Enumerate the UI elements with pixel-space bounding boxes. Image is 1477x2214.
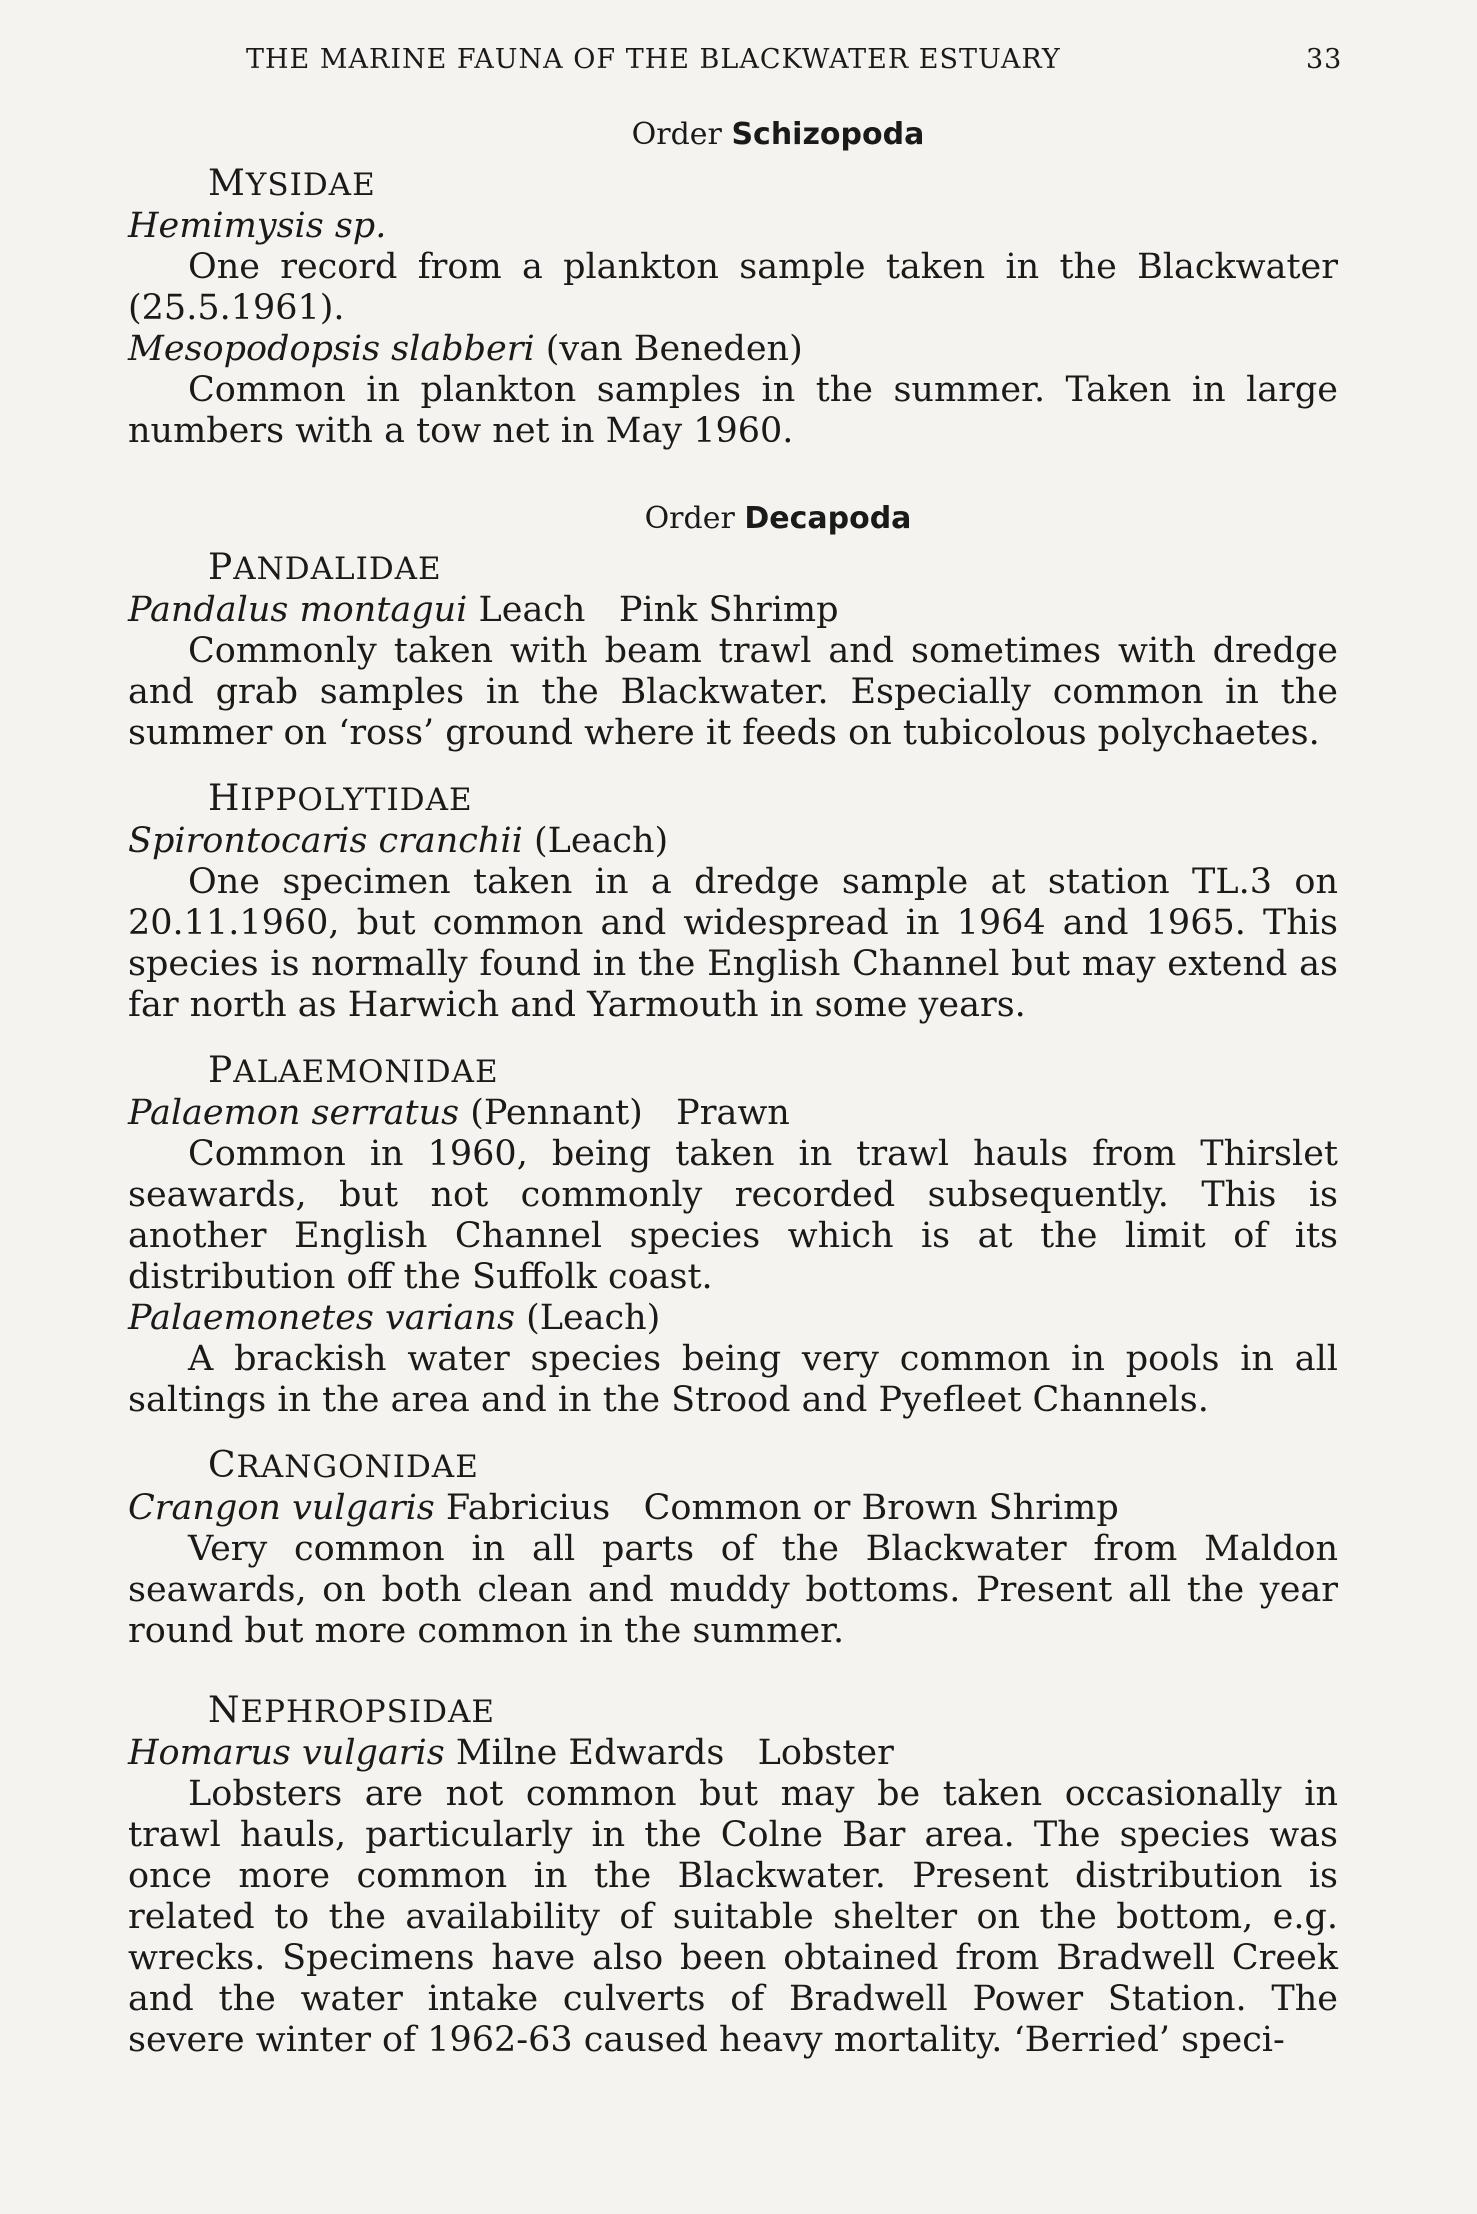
species-name-palaemonetes bbox=[128, 1298, 1338, 1339]
family-heading-nephropsidae: NEPHROPSIDAE bbox=[208, 1690, 495, 1731]
family-heading-palaemonidae: PALAEMONIDAE bbox=[208, 1050, 499, 1091]
species-latin: Palaemon serratus bbox=[128, 1093, 460, 1133]
order-heading-decapoda bbox=[128, 498, 1338, 539]
species-latin: Spirontocaris cranchii bbox=[128, 821, 523, 861]
species-description-hemimysis: One record from a plankton sample taken in the Blackwater (25.5.1961). bbox=[128, 247, 1338, 328]
species-latin: Mesopodopsis slabberi bbox=[128, 329, 535, 369]
species-authority: (van Beneden) bbox=[534, 329, 803, 369]
running-title: THE MARINE FAUNA OF THE BLACKWATER ESTUARY bbox=[246, 44, 1061, 75]
species-authority: Milne Edwards Lobster bbox=[444, 1733, 894, 1773]
species-authority: Leach Pink Shrimp bbox=[467, 590, 839, 630]
species-name-spirontocaris bbox=[128, 821, 1338, 862]
species-description-spirontocaris: One specimen taken in a dredge sample at station TL.3 on 20.11.1960, but common and widespread in 1964 and 1965. This species is normally found in the English Channel but may extend as far north as Harwich and Yarmouth in some years. bbox=[128, 862, 1338, 1025]
species-latin: Homarus vulgaris bbox=[128, 1733, 445, 1773]
species-description-pandalus: Commonly taken with beam trawl and sometimes with dredge and grab samples in the Blackwater. Especially common in the summer on ‘ross’ ground where it feeds on tubicolous polychaetes. bbox=[128, 631, 1338, 753]
species-description-palaemonetes: A brackish water species being very common in pools in all saltings in the area and in the Strood and Pyefleet Channels. bbox=[128, 1339, 1338, 1420]
species-name-homarus bbox=[128, 1733, 1338, 1774]
species-name-crangon bbox=[128, 1488, 1338, 1529]
species-name-hemimysis bbox=[128, 206, 1338, 247]
species-authority: Fabricius Common or Brown Shrimp bbox=[434, 1488, 1119, 1528]
species-description-mesopodopsis: Common in plankton samples in the summer. Taken in large numbers with a tow net in May 1960. bbox=[128, 370, 1338, 451]
order-heading-schizopoda bbox=[128, 114, 1338, 155]
species-name-pandalus bbox=[128, 590, 1338, 631]
family-heading-mysidae: MYSIDAE bbox=[208, 163, 376, 204]
order-word: Order bbox=[644, 501, 735, 536]
species-latin: Hemimysis sp. bbox=[128, 206, 387, 246]
species-description-homarus: Lobsters are not common but may be taken occasionally in trawl hauls, particularly in the Colne Bar area. The species was once more common in the Blackwater. Present distribution is related to the availability of suitable shelter on the bottom, e.g. wrecks. Specimens have also been obtained from Bradwell Creek and the water intake culverts of Bradwell Power Station. The severe winter of 1962-63 caused heavy mortality. ‘Berried’ speci- bbox=[128, 1774, 1338, 2060]
family-heading-pandalidae: PANDALIDAE bbox=[208, 547, 442, 588]
species-description-palaemon: Common in 1960, being taken in trawl hauls from Thirslet seawards, but not commonly recorded subsequently. This is another English Channel species which is at the limit of its distribution off the Suffolk coast. bbox=[128, 1134, 1338, 1297]
page-number: 33 bbox=[1306, 44, 1343, 75]
order-name: Decapoda bbox=[744, 501, 912, 536]
page-body bbox=[128, 110, 1338, 2061]
species-description-crangon: Very common in all parts of the Blackwater from Maldon seawards, on both clean and muddy bottoms. Present all the year round but more common in the summer. bbox=[128, 1529, 1338, 1651]
species-name-mesopodopsis bbox=[128, 329, 1338, 370]
species-name-palaemon bbox=[128, 1093, 1338, 1134]
species-latin: Palaemonetes varians bbox=[128, 1298, 515, 1338]
species-latin: Pandalus montagui bbox=[128, 590, 468, 630]
order-word: Order bbox=[631, 117, 722, 152]
species-authority: (Leach) bbox=[514, 1298, 661, 1338]
species-authority: (Leach) bbox=[522, 821, 669, 861]
species-authority: (Pennant) Prawn bbox=[459, 1093, 790, 1133]
family-heading-crangonidae: CRANGONIDAE bbox=[208, 1445, 479, 1486]
order-name: Schizopoda bbox=[731, 117, 925, 152]
species-latin: Crangon vulgaris bbox=[128, 1488, 435, 1528]
family-heading-hippolytidae: HIPPOLYTIDAE bbox=[208, 778, 473, 819]
